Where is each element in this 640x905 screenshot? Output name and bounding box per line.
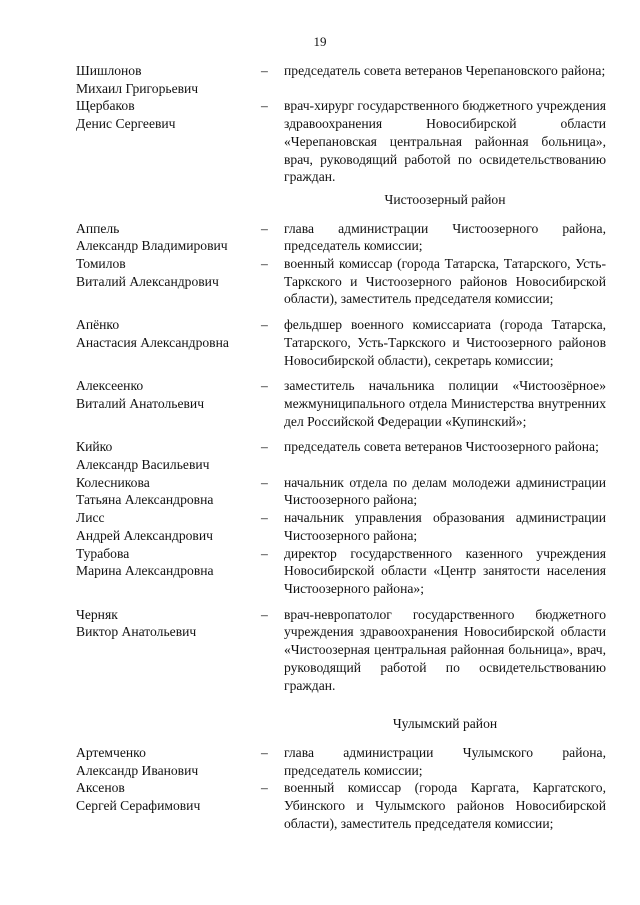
member-entry — [76, 509, 614, 544]
member-given-names: Сергей Серафимович — [76, 798, 201, 814]
dash: – — [261, 474, 268, 490]
member-given-names: Виктор Анатольевич — [76, 624, 197, 640]
member-surname: Кийко — [76, 439, 113, 455]
member-role: военный комиссар (города Татарска, Татарского, Усть-Таркского и Чистоозерного районов Новосибирской области), заместитель председателя комиссии; — [284, 256, 606, 307]
member-entry — [76, 438, 614, 473]
member-surname: Аксенов — [76, 780, 125, 796]
member-name — [76, 509, 261, 544]
member-name — [76, 744, 261, 779]
member-given-names: Марина Александровна — [76, 563, 214, 579]
member-name — [76, 779, 261, 832]
dash: – — [261, 606, 268, 622]
dash: – — [261, 744, 268, 760]
member-entry — [76, 97, 614, 186]
member-role: глава администрации Чистоозерного района, председатель комиссии; — [284, 220, 606, 254]
member-given-names: Александр Васильевич — [76, 457, 210, 473]
member-given-names: Михаил Григорьевич — [76, 80, 199, 96]
member-name — [76, 97, 261, 186]
member-surname: Турабова — [76, 545, 130, 561]
member-given-names: Александр Владимирович — [76, 238, 228, 254]
member-entry — [76, 744, 614, 779]
member-entry — [76, 220, 614, 255]
member-name — [76, 438, 261, 473]
member-role: председатель совета ветеранов Черепановского района; — [284, 63, 606, 78]
member-given-names: Анастасия Александровна — [76, 334, 229, 350]
member-entry — [76, 545, 614, 598]
section-title-chistoozerny: Чистоозерный район — [384, 191, 506, 207]
dash: – — [261, 317, 268, 333]
member-entry — [76, 316, 614, 369]
member-given-names: Андрей Александрович — [76, 527, 213, 543]
dash: – — [261, 256, 268, 272]
member-role: начальник управления образования администрации Чистоозерного района; — [284, 510, 606, 543]
member-surname: Шишлонов — [76, 63, 142, 78]
member-role: директор государственного казенного учреждения Новосибирской области «Центр занятости населения Чистоозерного района»; — [284, 545, 606, 596]
dash: – — [261, 780, 268, 796]
member-role: начальник отдела по делам молодежи администрации Чистоозерного района; — [284, 474, 606, 508]
dash: – — [261, 545, 268, 561]
member-role: заместитель начальника полиции «Чистоозёрное» межмуниципального отдела Министерства внутренних дел Российской Федерации «Купинский»; — [284, 378, 606, 429]
section-title-chulymsky: Чулымский район — [392, 716, 498, 732]
dash: – — [261, 220, 268, 236]
member-surname: Черняк — [76, 606, 118, 622]
member-surname: Колесникова — [76, 474, 150, 490]
member-given-names: Александр Иванович — [76, 762, 199, 778]
dash: – — [261, 63, 268, 78]
member-role: председатель совета ветеранов Чистоозерного района; — [284, 439, 599, 455]
member-given-names: Виталий Александрович — [76, 273, 219, 289]
member-role: военный комиссар (города Каргата, Каргатского, Убинского и Чулымского районов Новосибирской области), заместитель председателя комиссии; — [284, 780, 606, 831]
page-number: 19 — [313, 34, 327, 49]
member-entry — [76, 474, 614, 509]
member-name — [76, 220, 261, 255]
dash: – — [261, 98, 268, 114]
member-role: фельдшер военного комиссариата (города Татарска, Татарского, Усть-Таркского и Чистоозерного районов Новосибирской области), секретарь комиссии; — [284, 317, 606, 368]
member-entry — [76, 255, 614, 308]
member-surname: Артемченко — [76, 744, 146, 760]
member-role: глава администрации Чулымского района, председатель комиссии; — [284, 744, 606, 778]
member-surname: Томилов — [76, 256, 126, 272]
member-surname: Щербаков — [76, 98, 135, 114]
member-name — [76, 316, 261, 369]
dash: – — [261, 439, 268, 455]
member-name — [76, 62, 261, 97]
member-surname: Аппель — [76, 220, 120, 236]
commission-list — [76, 62, 614, 832]
member-entry — [76, 62, 614, 97]
member-surname: Апёнко — [76, 317, 120, 333]
member-name — [76, 377, 261, 430]
member-name — [76, 606, 261, 695]
member-given-names: Виталий Анатольевич — [76, 395, 205, 411]
member-role: врач-невропатолог государственного бюджетного учреждения здравоохранения Новосибирской области «Чистоозерная центральная районная больница», врач, руководящий работой по освидетельствованию граждан. — [284, 606, 606, 693]
member-surname: Лисс — [76, 510, 105, 526]
dash: – — [261, 378, 268, 394]
member-name — [76, 255, 261, 308]
member-entry — [76, 377, 614, 430]
member-given-names: Денис Сергеевич — [76, 116, 176, 132]
member-name — [76, 474, 261, 509]
member-entry — [76, 606, 614, 695]
dash: – — [261, 510, 268, 526]
member-role: врач-хирург государственного бюджетного учреждения здравоохранения Новосибирской области «Черепановская центральная районная больница», врач, руководящий работой по освидетельствованию граждан. — [284, 98, 606, 185]
member-given-names: Татьяна Александровна — [76, 492, 214, 508]
member-surname: Алексеенко — [76, 378, 144, 394]
member-name — [76, 545, 261, 598]
member-entry — [76, 779, 614, 832]
